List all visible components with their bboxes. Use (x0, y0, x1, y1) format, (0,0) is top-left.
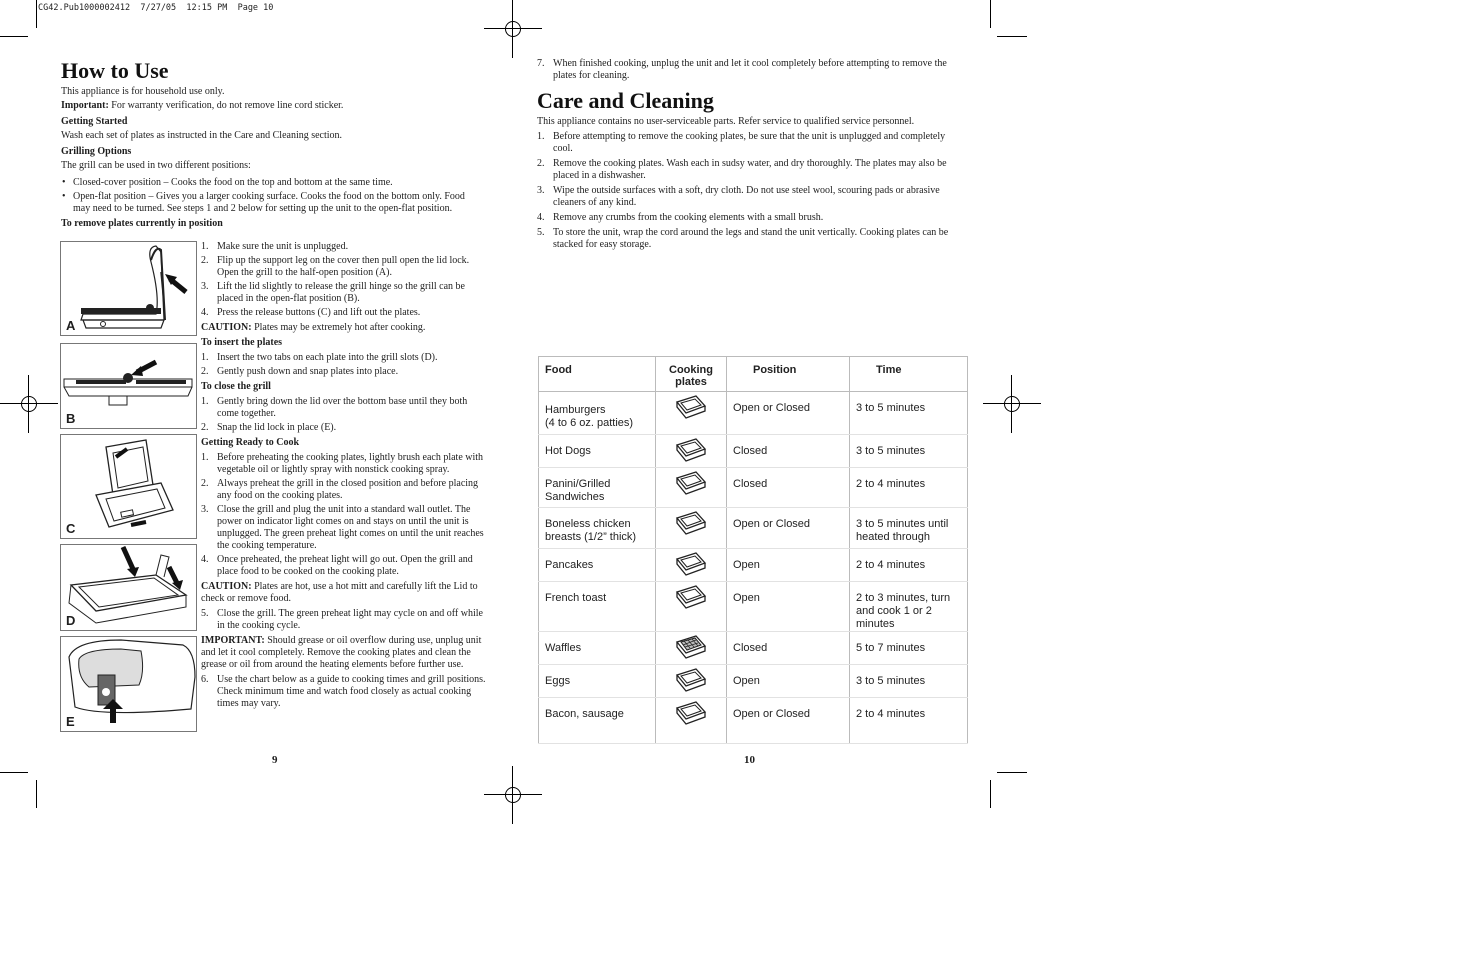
ready-step: 4. Once preheated, the preheat light will go out. Open the grill and place food to be cooked on the cooking plate. (201, 554, 473, 577)
getting-started-heading: Getting Started (61, 116, 128, 127)
figure-label-a: A (66, 318, 76, 333)
crop-mark (0, 772, 28, 773)
cell-position: Open (727, 549, 850, 582)
step-text: Insert the two tabs on each plate into the grill slots (D). (217, 352, 438, 363)
table-row (539, 582, 968, 632)
crop-mark (36, 0, 37, 28)
cell-food: Waffles (539, 632, 656, 665)
figure-label-b: B (66, 411, 76, 426)
bullet-item: • Closed-cover position – Cooks the food on the top and bottom at the same time. (62, 177, 393, 188)
cell-food: Bacon, sausage (539, 698, 656, 744)
cooking-chart-body (539, 392, 968, 744)
table-row (539, 549, 968, 582)
step-text: Press the release buttons (C) and lift out the plates. (217, 307, 421, 318)
cell-position: Open (727, 582, 850, 632)
cell-time: 3 to 5 minutes (850, 392, 968, 435)
cooking-chart-table (538, 356, 968, 744)
header-time: Time (850, 357, 968, 392)
step-text: To store the unit, wrap the cord around the legs and stand the unit vertically. Cooking plates can be stacked for easy storage. (553, 227, 949, 250)
crop-mark (990, 0, 991, 28)
table-row (539, 468, 968, 508)
remove-plates-heading: To remove plates currently in position (61, 218, 223, 229)
table-row (539, 698, 968, 744)
step-text: Flip up the support leg on the cover then pull open the lid lock. Open the grill to the half-open position (A). (217, 255, 470, 278)
registration-mark (0, 375, 58, 433)
step-text: Before attempting to remove the cooking plates, be sure that the unit is unplugged and completely cool. (553, 131, 946, 154)
care-step: 4. Remove any crumbs from the cooking elements with a small brush. (537, 212, 824, 223)
close-lid-lock-illustration (61, 637, 196, 731)
close-grill-heading: To close the grill (201, 381, 271, 392)
getting-ready-heading: Getting Ready to Cook (201, 437, 300, 448)
step-text: Lift the lid slightly to release the grill hinge so the grill can be placed in the open-flat position (B). (217, 281, 465, 304)
step-text: Wipe the outside surfaces with a soft, dry cloth. Do not use steel wool, scouring pads or abrasive cleaners of any kind. (553, 185, 940, 208)
caution-note (201, 322, 491, 334)
caution-label: CAUTION: (201, 322, 252, 333)
step-text: Use the chart below as a guide to cooking times and grill positions. Check minimum time and watch food closely as actual cooking times may vary. (217, 674, 486, 709)
sandwich-plate-icon (656, 435, 727, 468)
crop-mark (36, 780, 37, 808)
ready-step: 2. Always preheat the grill in the closed position and before placing any food on the cooking plates. (201, 478, 479, 501)
insert-plates-heading: To insert the plates (201, 337, 283, 348)
cell-position: Closed (727, 632, 850, 665)
cell-food: Eggs (539, 665, 656, 698)
how-to-use-intro (61, 86, 491, 230)
grill-half-open-illustration (61, 242, 196, 335)
important-label: Important: (61, 100, 109, 111)
bullet-text: Closed-cover position – Cooks the food on the top and bottom at the same time. (73, 177, 393, 188)
page-number-right: 10 (744, 754, 755, 766)
instruction-column (201, 241, 491, 710)
sandwich-plate-icon (656, 582, 727, 632)
figure-e (60, 636, 197, 732)
cell-time: 2 to 3 minutes, turn and cook 1 or 2 minutes (850, 582, 968, 632)
cell-time: 3 to 5 minutes until heated through (850, 508, 968, 549)
cell-time: 2 to 4 minutes (850, 468, 968, 508)
table-row (539, 665, 968, 698)
step-text: Remove any crumbs from the cooking elements with a small brush. (553, 212, 824, 223)
cell-position: Closed (727, 435, 850, 468)
important-text: Should grease or oil overflow during use, unplug unit and let it cool completely. Remove the cooking plates and clean the grease or oil from around the heating elements before further use. (201, 635, 482, 670)
cell-food: Panini/Grilled Sandwiches (539, 468, 656, 508)
registration-mark (484, 766, 542, 824)
crop-mark (0, 36, 28, 37)
cell-time: 2 to 4 minutes (850, 549, 968, 582)
cell-position: Open (727, 665, 850, 698)
important-note (61, 100, 491, 112)
figure-label-d: D (66, 613, 76, 628)
cell-food: Hamburgers (4 to 6 oz. patties) (539, 392, 656, 435)
care-step: 2. Remove the cooking plates. Wash each in sudsy water, and dry thoroughly. The plates may also be placed in a dishwasher. (537, 158, 947, 181)
figure-d (60, 544, 197, 631)
care-step: 3. Wipe the outside surfaces with a soft, dry cloth. Do not use steel wool, scouring pads or abrasive cleaners of any kind. (537, 185, 940, 208)
crop-mark (997, 36, 1027, 37)
header-food: Food (539, 357, 656, 392)
remove-step: 1. Make sure the unit is unplugged. (201, 241, 349, 252)
cell-food: Hot Dogs (539, 435, 656, 468)
important-overflow-note (201, 635, 491, 671)
cell-food: French toast (539, 582, 656, 632)
important-text: For warranty verification, do not remove line cord sticker. (108, 100, 344, 111)
care-step: 5. To store the unit, wrap the cord around the legs and stand the unit vertically. Cooking plates can be stacked for easy storage. (537, 227, 949, 250)
grilling-options-text: The grill can be used in two different positions: (61, 160, 251, 171)
intro-text: This appliance is for household use only. (61, 86, 225, 97)
care-cleaning-body (537, 116, 967, 251)
step-text: Gently push down and snap plates into place. (217, 366, 399, 377)
close-step: 1. Gently bring down the lid over the bottom base until they both come together. (201, 396, 468, 419)
ready-step: 6. Use the chart below as a guide to cooking times and grill positions. Check minimum time and watch food closely as actual cooking times may vary. (201, 674, 486, 709)
bullet-text: Open-flat position – Gives you a larger cooking surface. Cooks the food on the bottom only. Food may need to be turned. See steps 1 and 2 below for setting up the unit to the open-flat position. (73, 191, 465, 214)
crop-mark (990, 780, 991, 808)
step-text: Close the grill. The green preheat light may cycle on and off while in the cooking cycle. (217, 608, 483, 631)
registration-mark (983, 375, 1041, 433)
step-text: Always preheat the grill in the closed position and before placing any food on the cooking plates. (217, 478, 479, 501)
caution-text: Plates may be extremely hot after cooking. (251, 322, 426, 333)
caution-text: Plates are hot, use a hot mitt and carefully lift the Lid to check or remove food. (201, 581, 478, 604)
table-row (539, 392, 968, 435)
bullet-item: • Open-flat position – Gives you a larger cooking surface. Cooks the food on the bottom only. Food may need to be turned. See steps 1 and 2 below for setting up the unit to the open-flat position. (62, 191, 465, 214)
page-title-care-cleaning: Care and Cleaning (537, 88, 714, 113)
step-text: Close the grill and plug the unit into a standard wall outlet. The power on indicator light comes on and stays on until the unit is unplugged. The green preheat light comes on until the unit reaches the cooking temperature. (217, 504, 484, 551)
step-text: Before preheating the cooking plates, lightly brush each plate with vegetable oil or lightly spray with nonstick cooking spray. (217, 452, 484, 475)
step-text: Once preheated, the preheat light will go out. Open the grill and place food to be cooked on the cooking plate. (217, 554, 473, 577)
sandwich-plate-icon (656, 665, 727, 698)
figure-b (60, 343, 197, 429)
remove-step: 3. Lift the lid slightly to release the grill hinge so the grill can be placed in the open-flat position (B). (201, 281, 465, 304)
cell-food: Pancakes (539, 549, 656, 582)
sandwich-plate-icon (656, 508, 727, 549)
printer-slug: CG42.Pub1000002412 7/27/05 12:15 PM Page 10 (38, 3, 274, 13)
close-step: 2. Snap the lid lock in place (E). (201, 422, 337, 433)
step-item: 7. When finished cooking, unplug the unit and let it cool completely before attempting to remove the plates for cleaning. (537, 58, 947, 81)
figure-label-c: C (66, 521, 76, 536)
ready-step: 1. Before preheating the cooking plates, lightly brush each plate with vegetable oil or lightly spray with nonstick cooking spray. (201, 452, 484, 475)
insert-plates-illustration (61, 545, 196, 630)
sandwich-plate-icon (656, 468, 727, 508)
important-label: IMPORTANT: (201, 635, 265, 646)
cell-time: 3 to 5 minutes (850, 435, 968, 468)
table-row (539, 435, 968, 468)
remove-step: 2. Flip up the support leg on the cover then pull open the lid lock. Open the grill to the half-open position (A). (201, 255, 470, 278)
waffle-plate-icon (656, 632, 727, 665)
cell-position: Open or Closed (727, 698, 850, 744)
ready-step: 5. Close the grill. The green preheat light may cycle on and off while in the cooking cycle. (201, 608, 483, 631)
care-step: 1. Before attempting to remove the cooking plates, be sure that the unit is unplugged and completely cool. (537, 131, 946, 154)
step-text: When finished cooking, unplug the unit and let it cool completely before attempting to remove the plates for cleaning. (553, 58, 947, 81)
step-text: Remove the cooking plates. Wash each in sudsy water, and dry thoroughly. The plates may also be placed in a dishwasher. (553, 158, 947, 181)
header-position: Position (727, 357, 850, 392)
cell-position: Open or Closed (727, 392, 850, 435)
cell-time: 2 to 4 minutes (850, 698, 968, 744)
page-title-how-to-use: How to Use (61, 58, 169, 83)
care-intro: This appliance contains no user-serviceable parts. Refer service to qualified service personnel. (537, 116, 915, 127)
page-number-left: 9 (272, 754, 278, 766)
sandwich-plate-icon (656, 698, 727, 744)
release-buttons-illustration (61, 435, 196, 538)
step-text: Make sure the unit is unplugged. (217, 241, 349, 252)
figure-label-e: E (66, 714, 75, 729)
step-text: Gently bring down the lid over the bottom base until they both come together. (217, 396, 468, 419)
cell-position: Open or Closed (727, 508, 850, 549)
caution-label: CAUTION: (201, 581, 252, 592)
getting-started-text: Wash each set of plates as instructed in the Care and Cleaning section. (61, 130, 343, 141)
registration-mark (484, 0, 542, 58)
figure-a (60, 241, 197, 336)
grill-open-flat-illustration (61, 344, 196, 428)
cell-time: 5 to 7 minutes (850, 632, 968, 665)
table-header-row (539, 357, 968, 392)
crop-mark (997, 772, 1027, 773)
grilling-options-heading: Grilling Options (61, 146, 132, 157)
cell-position: Closed (727, 468, 850, 508)
cell-food: Boneless chicken breasts (1/2” thick) (539, 508, 656, 549)
sandwich-plate-icon (656, 549, 727, 582)
cell-time: 3 to 5 minutes (850, 665, 968, 698)
table-row (539, 632, 968, 665)
care-step-7 (537, 58, 967, 82)
table-row (539, 508, 968, 549)
remove-step: 4. Press the release buttons (C) and lift out the plates. (201, 307, 421, 318)
header-cooking-plates: Cooking plates (656, 357, 727, 392)
ready-step: 3. Close the grill and plug the unit into a standard wall outlet. The power on indicator light comes on and stays on until the unit is unplugged. The green preheat light comes on until the unit reaches the cooking temperature. (201, 504, 484, 551)
sandwich-plate-icon (656, 392, 727, 435)
insert-step: 1. Insert the two tabs on each plate into the grill slots (D). (201, 352, 438, 363)
figure-c (60, 434, 197, 539)
caution-note (201, 581, 491, 605)
step-text: Snap the lid lock in place (E). (217, 422, 337, 433)
insert-step: 2. Gently push down and snap plates into place. (201, 366, 399, 377)
